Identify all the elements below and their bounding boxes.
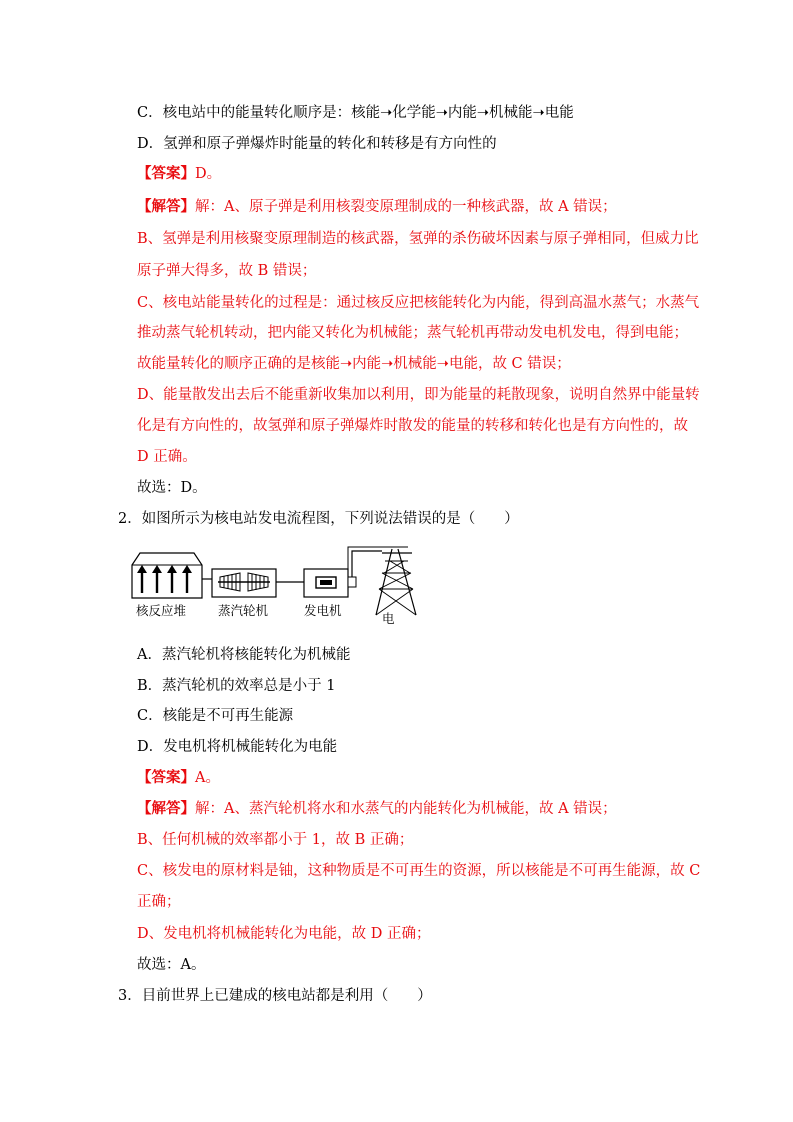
q2-option-b: B．蒸汽轮机的效率总是小于 1 (137, 678, 336, 694)
q1-analysis-d-3: D 正确。 (137, 449, 197, 465)
reactor-icon (132, 553, 202, 598)
q2-analysis-c-1: C、核发电的原材料是铀，这种物质是不可再生的资源，所以核能是不可再生能源，故 C (137, 863, 701, 879)
answer-tag: 【答案】 (137, 769, 195, 786)
q1-analysis-b-2: 原子弹大得多，故 B 错误； (137, 263, 317, 279)
q1-analysis-d-2: 化是有方向性的，故氢弹和原子弹爆炸时散发的能量的转移和转化也是有方向性的，故 (137, 418, 688, 434)
q2-analysis-c-2: 正确； (137, 894, 181, 910)
q1-answer (137, 165, 221, 183)
q2-analysis-a (137, 800, 617, 818)
q1-option-c: C．核电站中的能量转化顺序是：核能➝化学能➝内能➝机械能➝电能 (137, 105, 574, 121)
answer-value: D。 (195, 166, 222, 182)
answer-tag: 【答案】 (137, 165, 195, 182)
generator-icon (304, 569, 348, 597)
label-generator: 发电机 (304, 603, 342, 618)
q2-option-d: D．发电机将机械能转化为电能 (137, 739, 338, 755)
nuclear-plant-flow-diagram (130, 543, 430, 625)
turbine-icon (212, 569, 276, 597)
answer-value: A。 (195, 770, 220, 786)
q1-analysis-c-2: 推动蒸气轮机转动，把内能又转化为机械能；蒸气轮机再带动发电机发电，得到电能； (137, 325, 688, 341)
analysis-tag: 【解答】 (137, 800, 195, 817)
analysis-text: 解：A、原子弹是利用核裂变原理制成的一种核武器，故 A 错误； (195, 199, 617, 215)
q1-analysis-c-1: C、核电站能量转化的过程是：通过核反应把核能转化为内能，得到高温水蒸气；水蒸气 (137, 295, 700, 311)
q2-analysis-b: B、任何机械的效率都小于 1，故 B 正确； (137, 832, 414, 848)
analysis-tag: 【解答】 (137, 198, 195, 215)
q2-choice: 故选：A。 (137, 957, 206, 973)
q1-analysis-a (137, 198, 617, 216)
q1-analysis-c-3: 故能量转化的顺序正确的是核能➝内能➝机械能➝电能，故 C 错误； (137, 356, 571, 372)
q2-option-a: A．蒸汽轮机将核能转化为机械能 (137, 647, 351, 663)
flow-diagram-svg (130, 543, 430, 625)
label-power: 电 (382, 611, 395, 625)
q1-analysis-d-1: D、能量散发出去后不能重新收集加以利用，即为能量的耗散现象，说明自然界中能量转 (137, 387, 700, 403)
analysis-text: 解：A、蒸汽轮机将水和水蒸气的内能转化为机械能，故 A 错误； (195, 801, 617, 817)
q2-option-c: C．核能是不可再生能源 (137, 708, 294, 724)
label-turbine: 蒸汽轮机 (218, 603, 269, 618)
q1-option-d: D．氢弹和原子弹爆炸时能量的转化和转移是有方向性的 (137, 136, 497, 152)
transmission-tower-icon (376, 549, 416, 615)
q1-choice: 故选：D。 (137, 480, 207, 496)
label-reactor: 核反应堆 (136, 603, 187, 618)
q2-analysis-d: D、发电机将机械能转化为电能，故 D 正确； (137, 926, 431, 942)
q3-stem: 3．目前世界上已建成的核电站都是利用（ ） (118, 988, 432, 1004)
q1-analysis-b-1: B、氢弹是利用核聚变原理制造的核武器，氢弹的杀伤破坏因素与原子弹相同，但威力比 (137, 231, 699, 247)
q2-stem: 2．如图所示为核电站发电流程图，下列说法错误的是（ ） (118, 511, 519, 527)
q2-answer (137, 769, 220, 787)
